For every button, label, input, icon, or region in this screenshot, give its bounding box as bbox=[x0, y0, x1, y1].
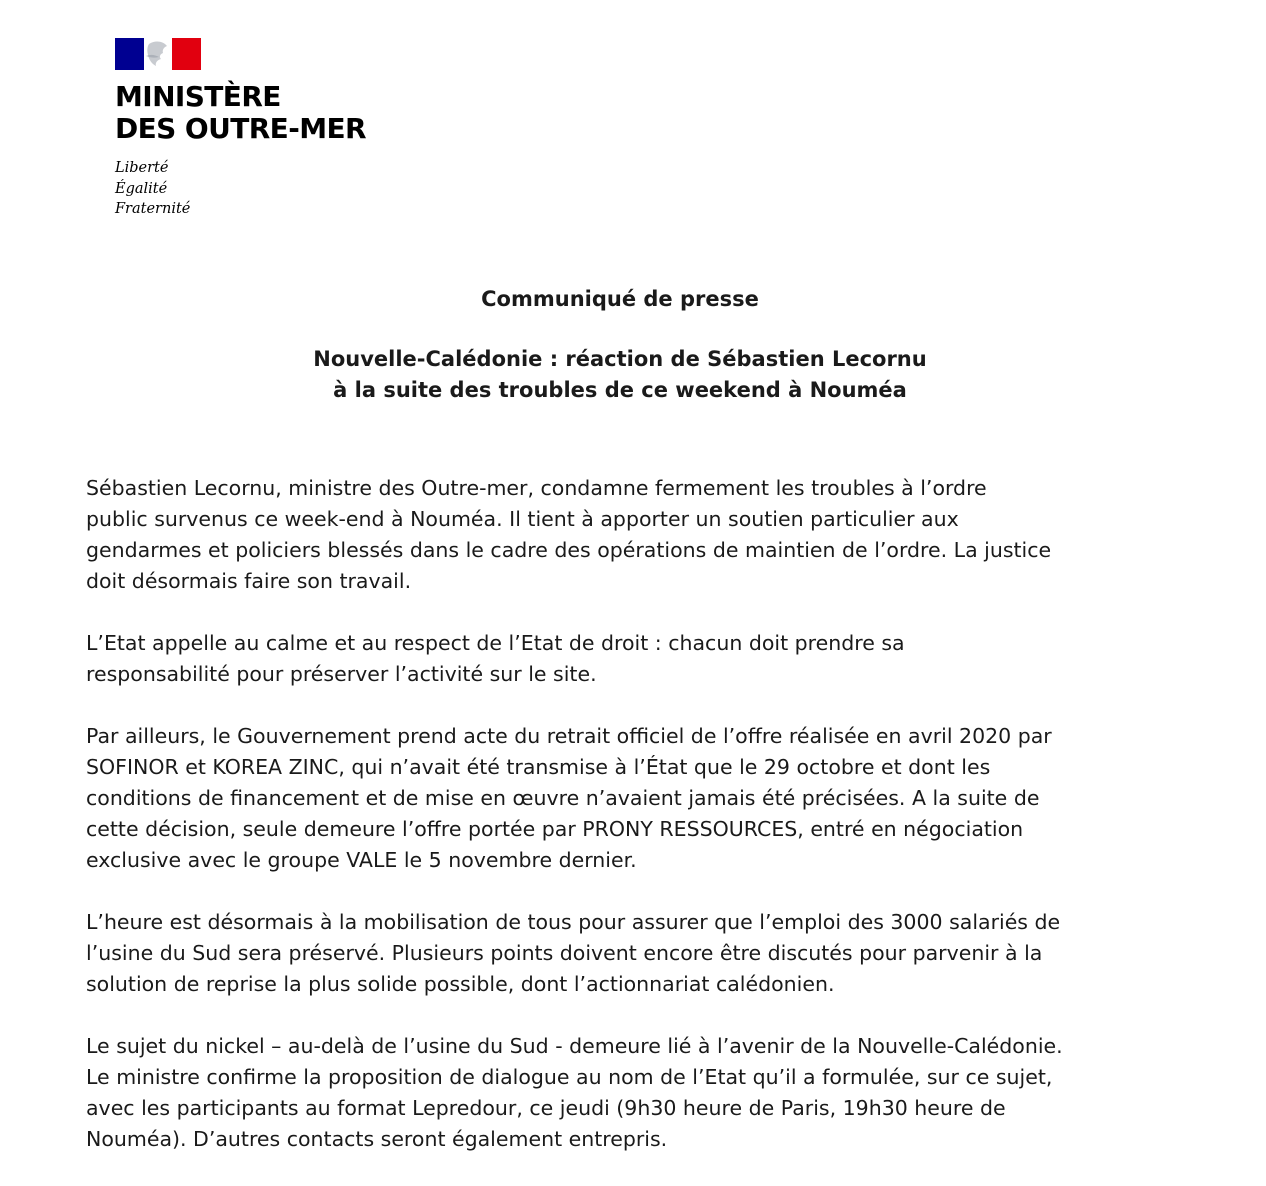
press-release-body bbox=[86, 442, 1206, 1186]
text-line: L’heure est désormais à la mobilisation de tous pour assurer que l’emploi des 3000 salariés de bbox=[86, 910, 1061, 934]
text-line: l’usine du Sud sera préservé. Plusieurs points doivent encore être discutés pour parvenir à la bbox=[86, 941, 1043, 965]
text-line: public survenus ce week-end à Nouméa. Il tient à apporter un soutien particulier aux bbox=[86, 507, 959, 531]
ministry-name-line2: DES OUTRE-MER bbox=[115, 112, 366, 145]
text-line: Nouméa). D’autres contacts seront également entrepris. bbox=[86, 1127, 668, 1151]
text-line: Sébastien Lecornu, ministre des Outre-mer, condamne fermement les troubles à l’ordre bbox=[86, 476, 987, 500]
text-line: gendarmes et policiers blessés dans le cadre des opérations de maintien de l’ordre. La justice bbox=[86, 538, 1052, 562]
text-line: avec les participants au format Lepredour, ce jeudi (9h30 heure de Paris, 19h30 heure de bbox=[86, 1096, 1006, 1120]
motto-liberte: Liberté bbox=[115, 160, 169, 176]
ministry-header bbox=[115, 38, 415, 220]
text-line: Par ailleurs, le Gouvernement prend acte du retrait officiel de l’offre réalisée en avril 2020 par bbox=[86, 724, 1052, 748]
ministry-name-line1: MINISTÈRE bbox=[115, 80, 281, 113]
text-line: conditions de financement et de mise en œuvre n’avaient jamais été précisées. A la suite de bbox=[86, 786, 1040, 810]
text-line: L’Etat appelle au calme et au respect de l’Etat de droit : chacun doit prendre sa bbox=[86, 631, 905, 655]
text-line: solution de reprise la plus solide possible, dont l’actionnariat calédonien. bbox=[86, 972, 835, 996]
text-line: Le ministre confirme la proposition de dialogue au nom de l’Etat qu’il a formulée, sur ce sujet, bbox=[86, 1065, 1053, 1089]
ministry-name bbox=[115, 81, 415, 145]
text-line: exclusive avec le groupe VALE le 5 novembre dernier. bbox=[86, 848, 637, 872]
text-line: cette décision, seule demeure l’offre portée par PRONY RESSOURCES, entré en négociation bbox=[86, 817, 1024, 841]
title-line-1: Nouvelle-Calédonie : réaction de Sébastien Lecornu bbox=[313, 347, 927, 371]
motto-fraternite: Fraternité bbox=[115, 201, 191, 217]
text-line: SOFINOR et KOREA ZINC, qui n’avait été transmise à l’État que le 29 octobre et dont les bbox=[86, 755, 991, 779]
motto-egalite: Égalité bbox=[115, 180, 168, 197]
republic-marianne-logo bbox=[115, 38, 201, 70]
title-line-2: à la suite des troubles de ce weekend à Nouméa bbox=[333, 378, 907, 402]
text-line: doit désormais faire son travail. bbox=[86, 569, 412, 593]
document-type-label: Communiqué de presse bbox=[481, 287, 759, 311]
text-line: responsabilité pour préserver l’activité sur le site. bbox=[86, 662, 597, 686]
republic-motto bbox=[115, 158, 415, 220]
press-release-title bbox=[0, 344, 1240, 406]
text-line: Le sujet du nickel – au-delà de l’usine du Sud - demeure lié à l’avenir de la Nouvelle-Calédonie. bbox=[86, 1034, 1063, 1058]
